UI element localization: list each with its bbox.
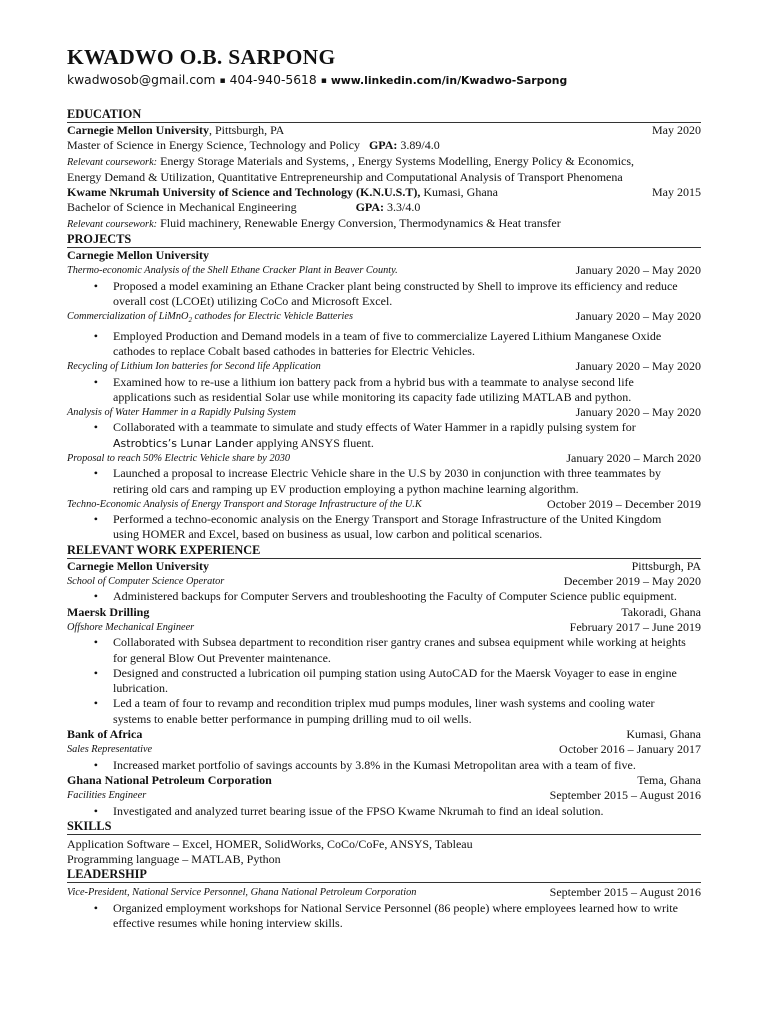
education-heading: EDUCATION [67, 107, 701, 123]
edu-cmu-school: Carnegie Mellon University [67, 123, 209, 137]
candidate-name: KWADWO O.B. SARPONG [67, 45, 336, 69]
edu-knust-school: Kwame Nkrumah University of Science and Technology (K.N.U.S.T), [67, 185, 421, 200]
list-item [67, 279, 701, 310]
list-item [67, 589, 701, 604]
job-row [67, 605, 701, 620]
job-location: Tema, Ghana [637, 772, 701, 787]
job-role-row [67, 574, 701, 589]
bullet-text: applications such as residential Solar use while monitoring its capacity fade utilizing MATLAB and python. [113, 389, 632, 404]
bullet-text: Collaborated with a teammate to simulate and study effects of Water Hammer in a rapidly pulsing system for [113, 420, 636, 435]
job-date: February 2017 – June 2019 [569, 619, 701, 634]
job-row [67, 727, 701, 742]
project-title: Proposal to reach 50% Electric Vehicle share by 2030 [67, 452, 291, 464]
bullet-text: Designed and constructed a lubrication oil pumping station using AutoCAD for the Maersk Voyager to ease in engine [113, 665, 677, 680]
job-location: Pittsburgh, PA [631, 558, 701, 573]
leadership-date: September 2015 – August 2016 [549, 885, 701, 900]
bullet-icon: • [93, 466, 98, 481]
bullet-icon: • [93, 328, 98, 343]
edu-knust-gpa: 3.3/4.0 [384, 200, 421, 215]
edu-cmu-gpa: 3.89/4.0 [397, 138, 440, 153]
bullet-icon: • [93, 420, 98, 435]
projects-heading: PROJECTS [67, 232, 701, 248]
bullet-text: retiring old cars and ramping up EV production employing a python machine learning algorithm. [113, 481, 579, 496]
bullet-icon: • [93, 635, 98, 650]
bullet-icon: • [93, 696, 98, 711]
leadership-section [67, 885, 701, 931]
edu-cmu-coursework-l1: Energy Storage Materials and Systems, , Energy Systems Modelling, Energy Policy & Economics, [157, 153, 635, 168]
list-item [67, 804, 701, 819]
linkedin-url: www.linkedin.com/in/Kwadwo-Sarpong [330, 74, 568, 87]
bullet-icon: • [93, 757, 98, 772]
project-row [67, 497, 701, 512]
edu-cmu-location: , Pittsburgh, PA [208, 123, 285, 137]
leadership-heading: LEADERSHIP [67, 867, 701, 883]
edu-cmu-degree: Master of Science in Energy Science, Technology and Policy [67, 138, 360, 153]
edu-cmu-gpa-label: GPA: [368, 138, 398, 153]
project-title-part: Commercialization of LiMnO [67, 311, 189, 323]
skills-heading: SKILLS [67, 819, 701, 835]
phone-number: 404-940-5618 [229, 73, 317, 87]
work-section [67, 559, 701, 819]
job-org: Carnegie Mellon University [67, 558, 209, 573]
project-title-subscript: 2 [188, 316, 192, 325]
job-date: October 2016 – January 2017 [559, 742, 701, 757]
resume-page [67, 44, 701, 931]
edu-cmu-degree-line [67, 138, 701, 153]
list-item [67, 666, 701, 697]
job-org: Maersk Drilling [67, 604, 150, 619]
bullet-text: Organized employment workshops for National Service Personnel (86 people) where employees learned how to write [113, 900, 678, 915]
list-item [67, 375, 701, 406]
job-role: Facilities Engineer [67, 790, 147, 802]
job-role-row [67, 742, 701, 757]
project-title: Thermo-economic Analysis of the Shell Ethane Cracker Plant in Beaver County. [67, 265, 398, 277]
edu-knust-degree: Bachelor of Science in Mechanical Engineering [67, 200, 297, 215]
list-item [67, 901, 701, 932]
bullet-text: Proposed a model examining an Ethane Cracker plant being constructed by Shell to improve its efficiency and reduce [113, 278, 678, 293]
job-role: Sales Representative [67, 744, 153, 756]
email-address: kwadwosob@gmail.com [67, 73, 216, 87]
bullet-text: Investigated and analyzed turret bearing issue of the FPSO Kwame Nkrumah to find an ideal solution. [113, 803, 604, 818]
project-title: Recycling of Lithium Ion batteries for Second life Application [67, 361, 321, 373]
edu-knust-gpa-label: GPA: [355, 200, 385, 215]
project-date: January 2020 – May 2020 [575, 359, 701, 374]
edu-cmu-coursework [67, 154, 701, 170]
job-location: Kumasi, Ghana [626, 727, 701, 742]
job-role-row [67, 788, 701, 803]
job-role-row [67, 620, 701, 635]
contact-line [67, 72, 701, 89]
bullet-text: for general Blow Out Preventer maintenance. [113, 650, 331, 665]
education-section [67, 123, 701, 232]
project-title: Techno-Economic Analysis of Energy Transport and Storage Infrastructure of the U.K [67, 498, 422, 510]
project-date: January 2020 – May 2020 [575, 405, 701, 420]
job-date: December 2019 – May 2020 [563, 574, 701, 589]
job-date: September 2015 – August 2016 [549, 788, 701, 803]
bullet-icon: • [93, 278, 98, 293]
projects-section [67, 248, 701, 543]
edu-cmu-row [67, 123, 701, 138]
project-row [67, 451, 701, 466]
project-row [67, 263, 701, 278]
bullet-text: applying ANSYS fluent. [253, 435, 374, 450]
project-row [67, 309, 701, 328]
list-item [67, 635, 701, 666]
job-location: Takoradi, Ghana [621, 604, 701, 619]
job-org: Ghana National Petroleum Corporation [67, 772, 272, 787]
project-date: January 2020 – March 2020 [566, 450, 701, 465]
bullet-icon: • [93, 665, 98, 680]
bullet-text: effective resumes while honing interview skills. [113, 916, 343, 930]
separator-dot: ▪ [219, 76, 226, 86]
job-row [67, 559, 701, 574]
coursework-label: Relevant coursework: [67, 156, 158, 168]
project-date: October 2019 – December 2019 [547, 496, 701, 511]
bullet-text: Astrobtics’s Lunar Lander [113, 436, 254, 450]
list-item [67, 420, 701, 451]
bullet-icon: • [93, 374, 98, 389]
list-item [67, 466, 701, 497]
edu-knust-location: Kumasi, Ghana [420, 185, 498, 200]
bullet-icon: • [93, 589, 98, 604]
edu-knust-date: May 2015 [652, 185, 701, 200]
leadership-row [67, 885, 701, 900]
bullet-text: cathodes to replace Cobalt based cathodes in batteries for Electric Vehicles. [113, 343, 475, 358]
edu-cmu-coursework-l2: Energy Demand & Utilization, Quantitative Entrepreneurship and Computational Analysis of Transport Phenomena [67, 169, 623, 184]
project-title [67, 309, 353, 328]
project-row [67, 359, 701, 374]
job-org: Bank of Africa [67, 727, 143, 742]
project-date: January 2020 – May 2020 [575, 309, 701, 324]
skills-software: Application Software – Excel, HOMER, SolidWorks, CoCo/CoFe, ANSYS, Tableau [67, 836, 473, 851]
bullet-text: Examined how to re-use a lithium ion battery pack from a hybrid bus with a teammate to analyse second life [113, 374, 634, 389]
bullet-text: Launched a proposal to increase Electric Vehicle share in the U.S by 2030 in conjunction with three teammates by [113, 466, 661, 481]
bullet-icon: • [93, 512, 98, 527]
bullet-text: overall cost (LCOEt) utilizing CoCo and Microsoft Excel. [113, 293, 393, 308]
list-item [67, 758, 701, 773]
project-title: Analysis of Water Hammer in a Rapidly Pulsing System [67, 407, 296, 419]
bullet-text: systems to enable better performance in pumping drilling mud to oil wells. [113, 711, 472, 726]
edu-cmu-date: May 2020 [652, 123, 701, 137]
job-row [67, 773, 701, 788]
coursework-label: Relevant coursework: [67, 218, 158, 230]
project-title-part: cathodes for Electric Vehicle Batteries [191, 311, 353, 323]
job-role: School of Computer Science Operator [67, 576, 225, 588]
bullet-text: Led a team of four to revamp and recondition triplex mud pumps modules, liner wash systems and cooling water [113, 696, 655, 711]
skills-section [67, 837, 701, 868]
projects-org: Carnegie Mellon University [67, 248, 209, 263]
bullet-text: Administered backups for Computer Servers and troubleshooting the Faculty of Computer Science public equipment. [113, 589, 677, 604]
bullet-icon: • [93, 803, 98, 818]
list-item [67, 512, 701, 543]
skills-programming: Programming language – MATLAB, Python [67, 852, 281, 867]
bullet-text: Performed a techno-economic analysis on the Energy Transport and Storage Infrastructure of the United Kingdom [113, 512, 662, 527]
job-role: Offshore Mechanical Engineer [67, 621, 195, 633]
bullet-text: lubrication. [113, 681, 168, 696]
edu-knust-coursework-text: Fluid machinery, Renewable Energy Conversion, Thermodynamics & Heat transfer [157, 215, 561, 230]
bullet-icon: • [93, 900, 98, 915]
edu-knust-coursework [67, 216, 701, 232]
bullet-text: Employed Production and Demand models in a team of five to commercialize Layered Lithium Manganese Oxide [113, 328, 662, 343]
project-date: January 2020 – May 2020 [575, 263, 701, 278]
edu-knust-degree-line [67, 200, 701, 215]
edu-knust-row [67, 185, 701, 200]
bullet-text: using HOMER and Excel, based on business as usual, low carbon and political scenarios. [113, 527, 543, 542]
list-item [67, 696, 701, 727]
separator-dot: ▪ [320, 76, 327, 86]
project-row [67, 405, 701, 420]
bullet-text: Increased market portfolio of savings accounts by 3.8% in the Kumasi Metropolitan area with a team of five. [113, 757, 636, 772]
work-heading: RELEVANT WORK EXPERIENCE [67, 543, 701, 559]
bullet-text: Collaborated with Subsea department to recondition riser gantry cranes and subsea equipment while working at heights [113, 635, 686, 650]
list-item [67, 329, 701, 360]
leadership-role: Vice-President, National Service Personnel, Ghana National Petroleum Corporation [67, 887, 417, 899]
